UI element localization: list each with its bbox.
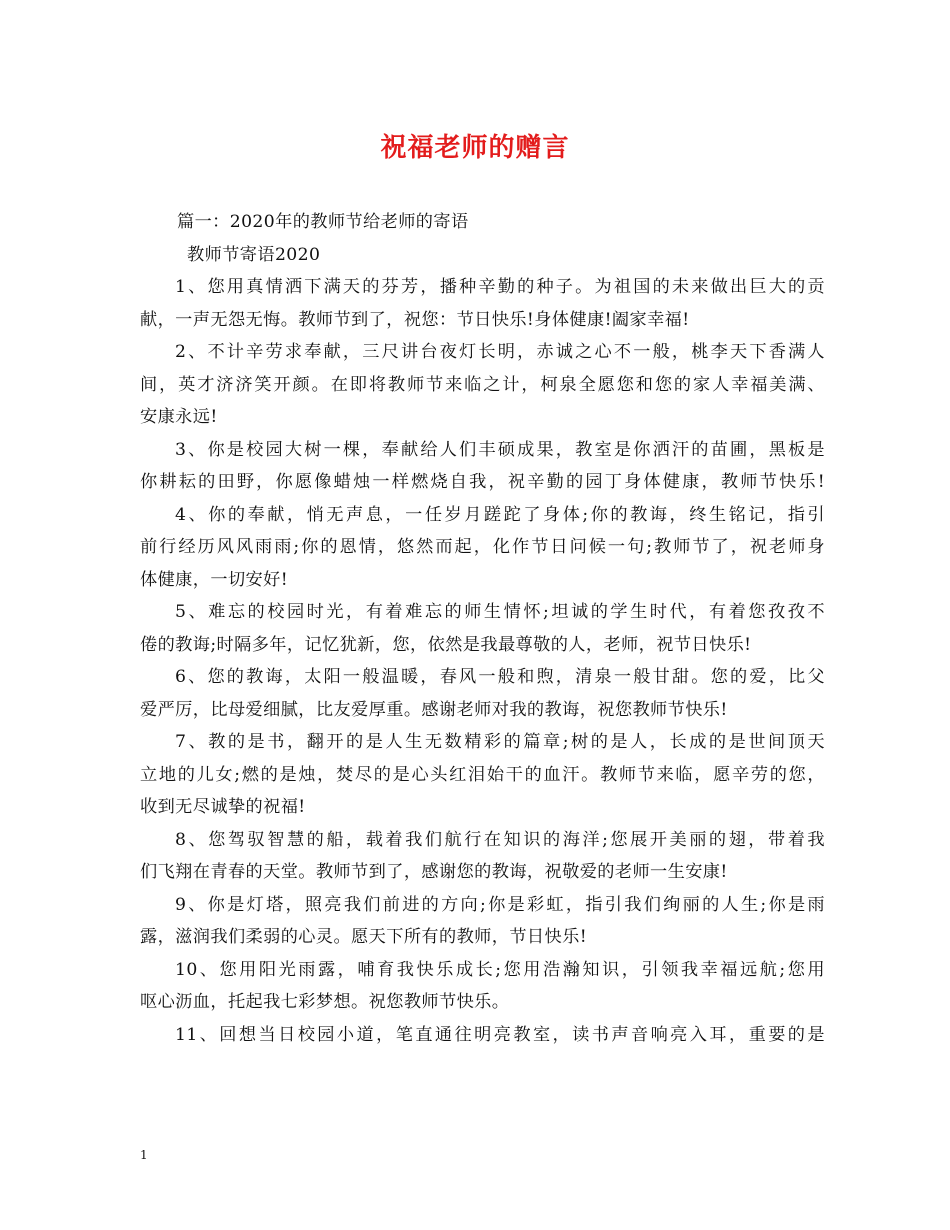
- text-line: 体健康，一切安好!: [140, 569, 289, 590]
- text-line: 露，滋润我们柔弱的心灵。愿天下所有的教师，节日快乐!: [140, 927, 587, 947]
- text-line: 8、您驾驭智慧的船，载着我们航行在知识的海洋;您展开美丽的翅，带着我: [175, 829, 825, 850]
- text-line: 4、你的奉献，悄无声息，一任岁月蹉跎了身体;你的教诲，终生铭记，指引: [175, 504, 825, 525]
- text-line: 11、回想当日校园小道，笔直通往明亮教室，读书声音响亮入耳，重要的是: [175, 1024, 825, 1045]
- page-number: 1: [140, 1148, 148, 1162]
- text-line: 10、您用阳光雨露，哺育我快乐成长;您用浩瀚知识，引领我幸福远航;您用: [175, 959, 825, 980]
- text-line: 你耕耘的田野，你愿像蜡烛一样燃烧自我，祝辛勤的园丁身体健康，教师节快乐!: [140, 472, 825, 492]
- text-line: 收到无尽诚挚的祝福!: [140, 797, 306, 817]
- text-line: 前行经历风风雨雨;你的恩情，悠然而起，化作节日问候一句;教师节了，祝老师身: [140, 537, 825, 557]
- document-body: [140, 206, 825, 1051]
- section-heading: 篇一：2020年的教师节给老师的寄语: [177, 212, 469, 232]
- document-title: 祝福老师的赠言: [380, 133, 570, 163]
- text-line: 安康永远!: [140, 407, 218, 427]
- text-line: 9、你是灯塔，照亮我们前进的方向;你是彩虹，指引我们绚丽的人生;你是雨: [175, 894, 825, 915]
- text-line: 6、您的教诲，太阳一般温暖，春风一般和煦，清泉一般甘甜。您的爱，比父: [175, 667, 825, 687]
- text-line: 爱严厉，比母爱细腻，比友爱厚重。感谢老师对我的教诲，祝您教师节快乐!: [140, 699, 728, 720]
- text-line: 间，英才济济笑开颜。在即将教师节来临之计，柯泉全愿您和您的家人幸福美满、: [140, 374, 825, 395]
- text-line: 倦的教诲;时隔多年，记忆犹新，您，依然是我最尊敬的人，老师，祝节日快乐!: [140, 634, 752, 655]
- text-line: 7、教的是书，翻开的是人生无数精彩的篇章;树的是人，长成的是世间顶天: [175, 732, 825, 752]
- text-line: 2、不计辛劳求奉献，三尺讲台夜灯长明，赤诚之心不一般，桃李天下香满人: [175, 342, 825, 362]
- text-line: 5、难忘的校园时光，有着难忘的师生情怀;坦诚的学生时代，有着您孜孜不: [175, 602, 825, 622]
- text-line: 献，一声无怨无悔。教师节到了，祝您：节日快乐!身体健康!阖家幸福!: [140, 309, 690, 330]
- text-line: 们飞翔在青春的天堂。教师节到了，感谢您的教诲，祝敬爱的老师一生安康!: [140, 862, 728, 882]
- text-line: 立地的儿女;燃的是烛，焚尽的是心头红泪始干的血汗。教师节来临，愿辛劳的您，: [140, 764, 825, 785]
- text-line: 3、你是校园大树一棵，奉献给人们丰硕成果，教室是你洒汗的苗圃，黑板是: [175, 439, 825, 460]
- text-line: 1、您用真情洒下满天的芬芳，播种辛勤的种子。为祖国的未来做出巨大的贡: [175, 277, 825, 297]
- section-subheading: 教师节寄语2020: [187, 244, 321, 265]
- text-line: 呕心沥血，托起我七彩梦想。祝您教师节快乐。: [140, 992, 510, 1012]
